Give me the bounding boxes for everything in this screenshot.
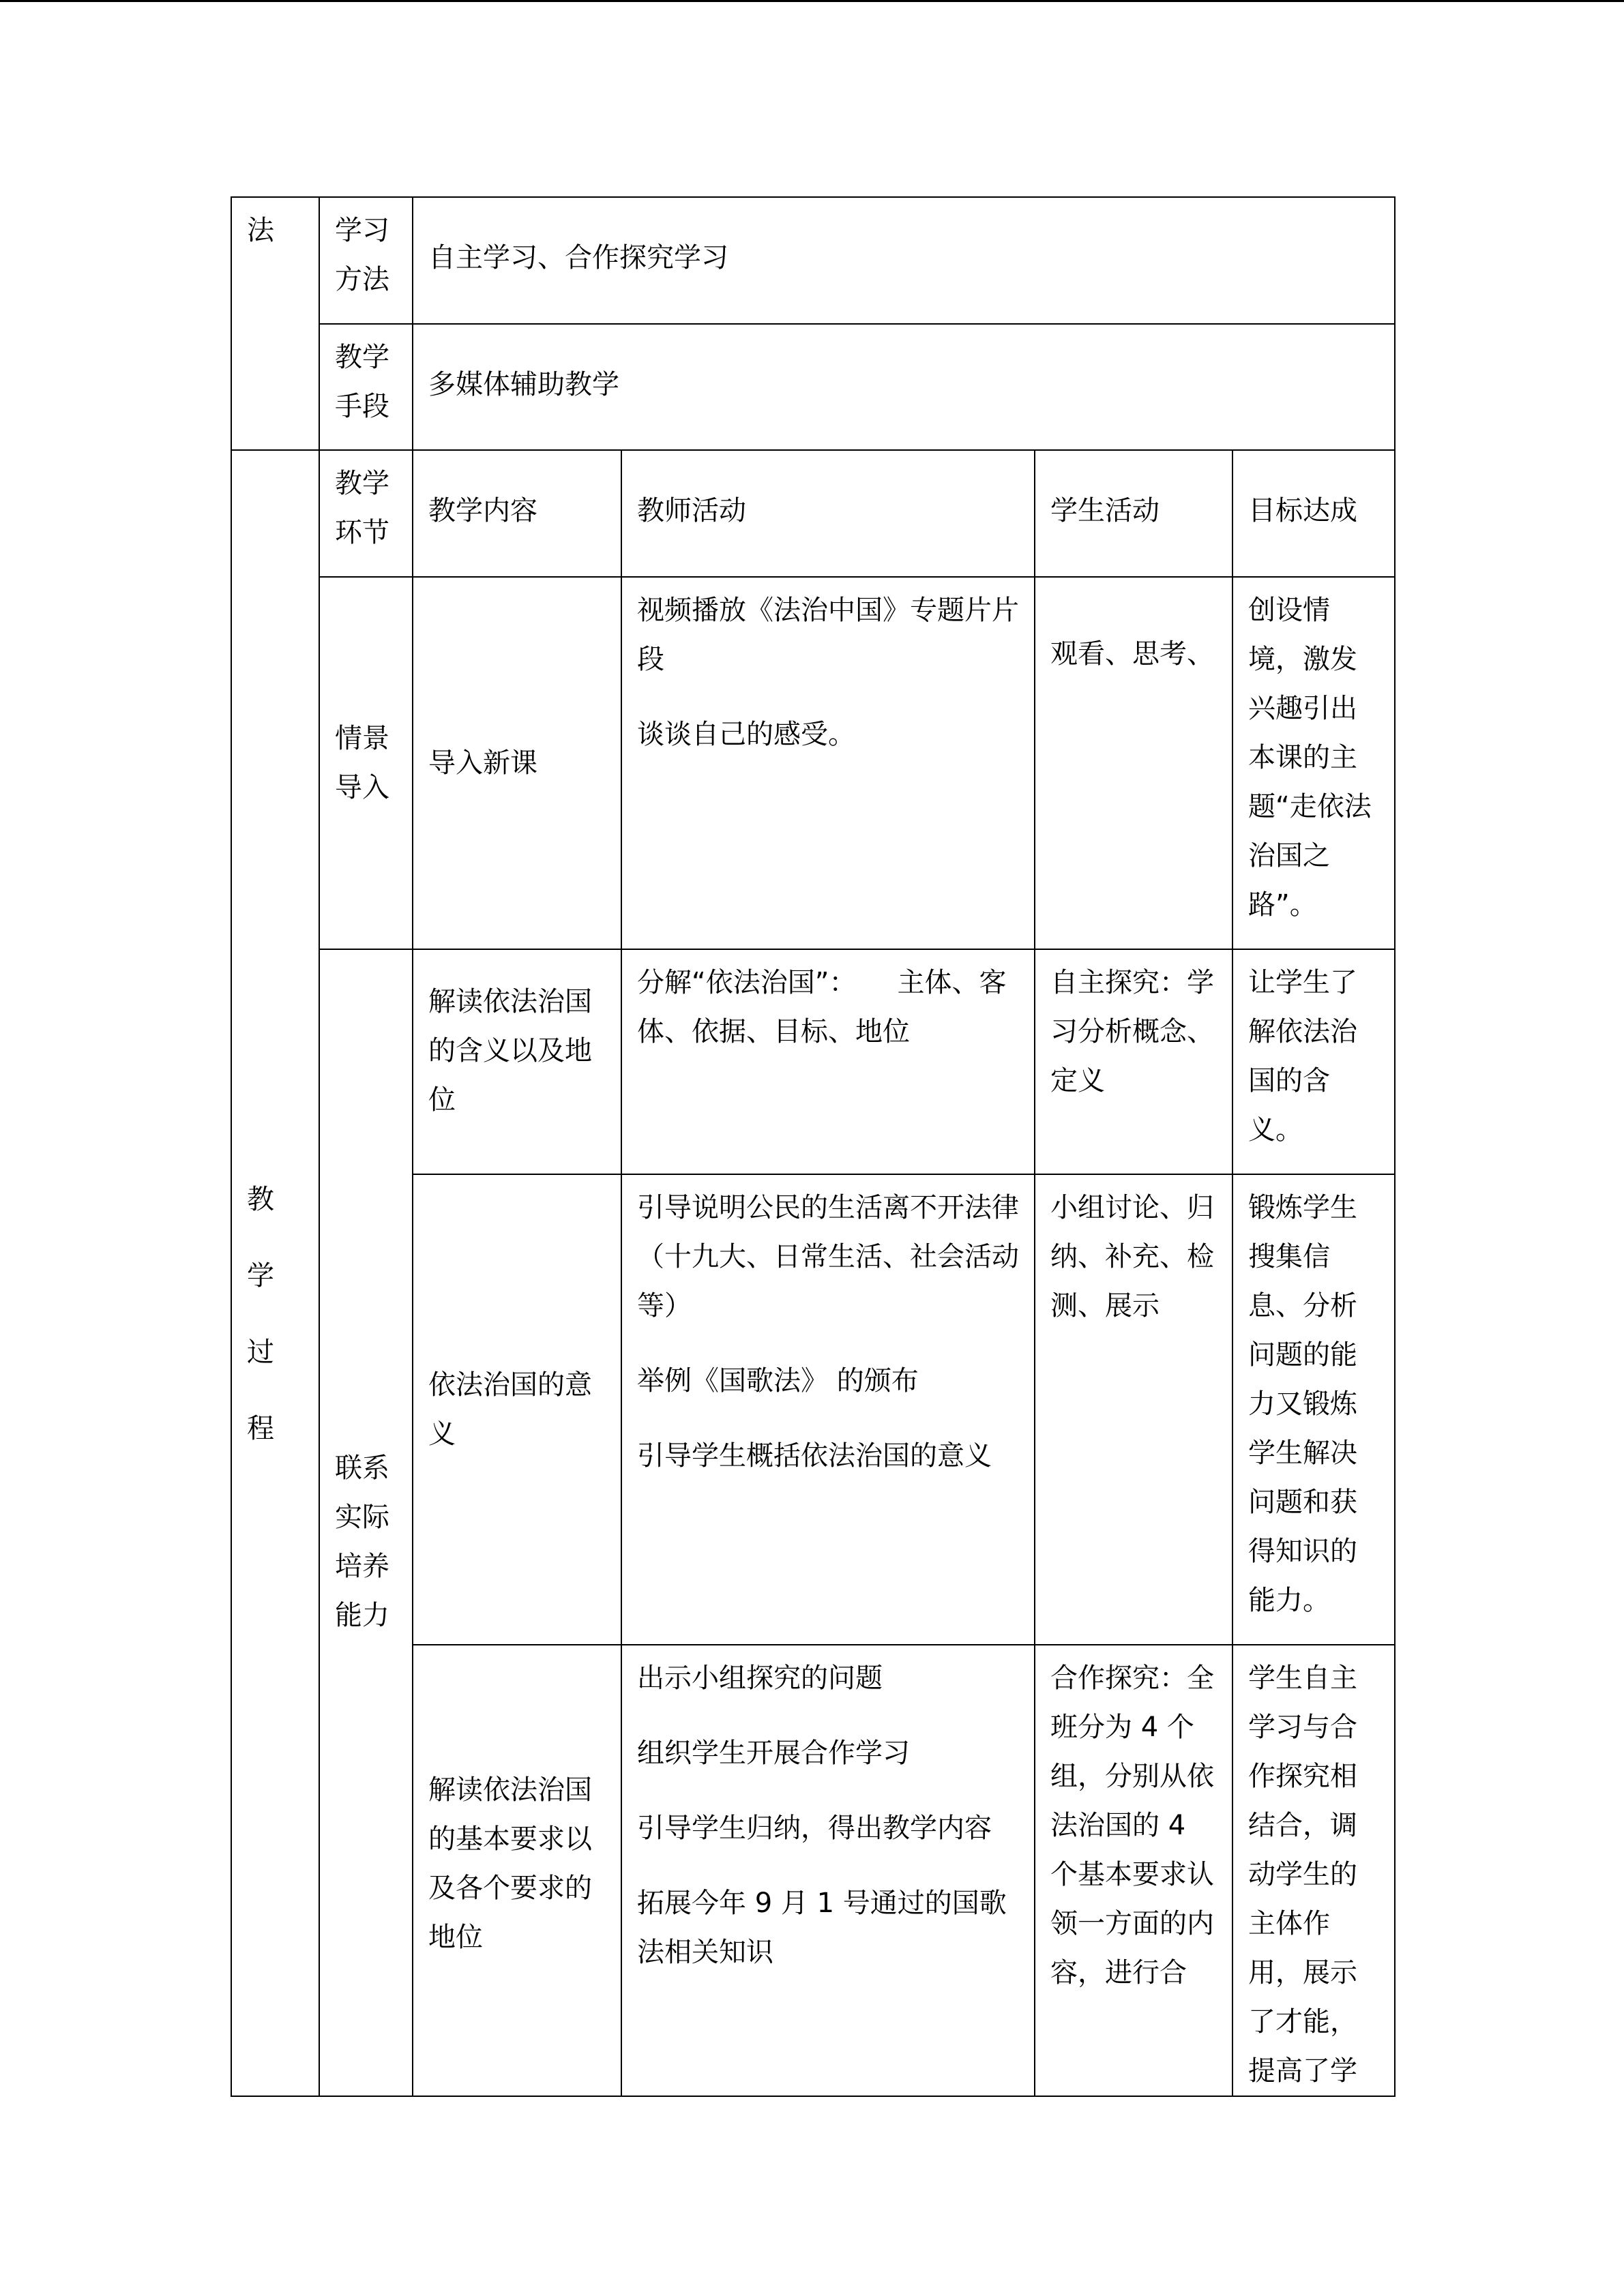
intro-stage: 情景导入 xyxy=(319,577,413,949)
intro-teacher xyxy=(621,577,1035,949)
practice-row xyxy=(231,949,1395,1174)
teaching-means-value: 多媒体辅助教学 xyxy=(413,324,1395,450)
practice-teacher xyxy=(621,1174,1035,1645)
practice-content: 解读依法治国的含义以及地位 xyxy=(413,949,621,1174)
practice-student: 自主探究：学习分析概念、定义 xyxy=(1035,949,1232,1174)
intro-content: 导入新课 xyxy=(413,577,621,949)
learning-method-label: 学习方法 xyxy=(319,197,413,324)
practice-student: 小组讨论、归纳、补充、检测、展示 xyxy=(1035,1174,1232,1645)
intro-student: 观看、思考、 xyxy=(1035,577,1232,949)
process-side-label xyxy=(231,450,319,2096)
teacher-line: 出示小组探究的问题 xyxy=(637,1663,883,1694)
teacher-line: 拓展今年 9 月 1 号通过的国歌法相关知识 xyxy=(637,1888,1007,1968)
teacher-line: 组织学生开展合作学习 xyxy=(637,1738,910,1769)
teacher-line: 谈谈自己的感受。 xyxy=(637,719,855,750)
intro-row xyxy=(231,577,1395,949)
side-char: 学 xyxy=(247,1260,274,1292)
side-char: 过 xyxy=(247,1337,274,1368)
practice-stage: 联系实际培养能力 xyxy=(319,949,413,2096)
header-student: 学生活动 xyxy=(1035,450,1232,577)
intro-goal: 创设情境，激发兴趣引出本课的主题“走依法治国之路”。 xyxy=(1232,577,1395,949)
header-stage: 教学环节 xyxy=(319,450,413,577)
teacher-line: 视频播放《法治中国》专题片片段 xyxy=(637,595,1019,675)
practice-teacher xyxy=(621,949,1035,1174)
practice-goal: 锻炼学生搜集信息、分析问题的能力又锻炼学生解决问题和获得知识的能力。 xyxy=(1232,1174,1395,1645)
learning-method-value: 自主学习、合作探究学习 xyxy=(413,197,1395,324)
practice-content: 解读依法治国的基本要求以及各个要求的地位 xyxy=(413,1645,621,2096)
learning-method-row xyxy=(231,197,1395,324)
teacher-line: 引导学生归纳，得出教学内容 xyxy=(637,1813,992,1844)
process-header-row xyxy=(231,450,1395,577)
teaching-means-label: 教学手段 xyxy=(319,324,413,450)
lesson-plan-table xyxy=(231,196,1396,2097)
header-teacher: 教师活动 xyxy=(621,450,1035,577)
teacher-line: 分解“依法治国”： 主体、客体、依据、目标、地位 xyxy=(637,967,1007,1047)
teaching-means-row xyxy=(231,324,1395,450)
practice-student: 合作探究：全班分为 4 个组，分别从依法治国的 4 个基本要求认领一方面的内容，进行合 xyxy=(1035,1645,1232,2096)
side-char: 教 xyxy=(247,1184,274,1215)
header-goal: 目标达成 xyxy=(1232,450,1395,577)
teacher-line: 引导说明公民的生活离不开法律（十九大、日常生活、社会活动等） xyxy=(637,1192,1019,1322)
page-top-border xyxy=(0,0,1624,2)
method-side-label: 法 xyxy=(231,197,319,450)
practice-content: 依法治国的意义 xyxy=(413,1174,621,1645)
teacher-line: 引导学生概括依法治国的意义 xyxy=(637,1440,992,1472)
teacher-line: 举例《国歌法》 的颁布 xyxy=(637,1365,919,1397)
practice-goal: 让学生了解依法治国的含义。 xyxy=(1232,949,1395,1174)
header-content: 教学内容 xyxy=(413,450,621,577)
practice-teacher xyxy=(621,1645,1035,2096)
practice-goal: 学生自主学习与合作探究相结合，调动学生的主体作用，展示了才能，提高了学 xyxy=(1232,1645,1395,2096)
side-char: 程 xyxy=(247,1413,274,1444)
